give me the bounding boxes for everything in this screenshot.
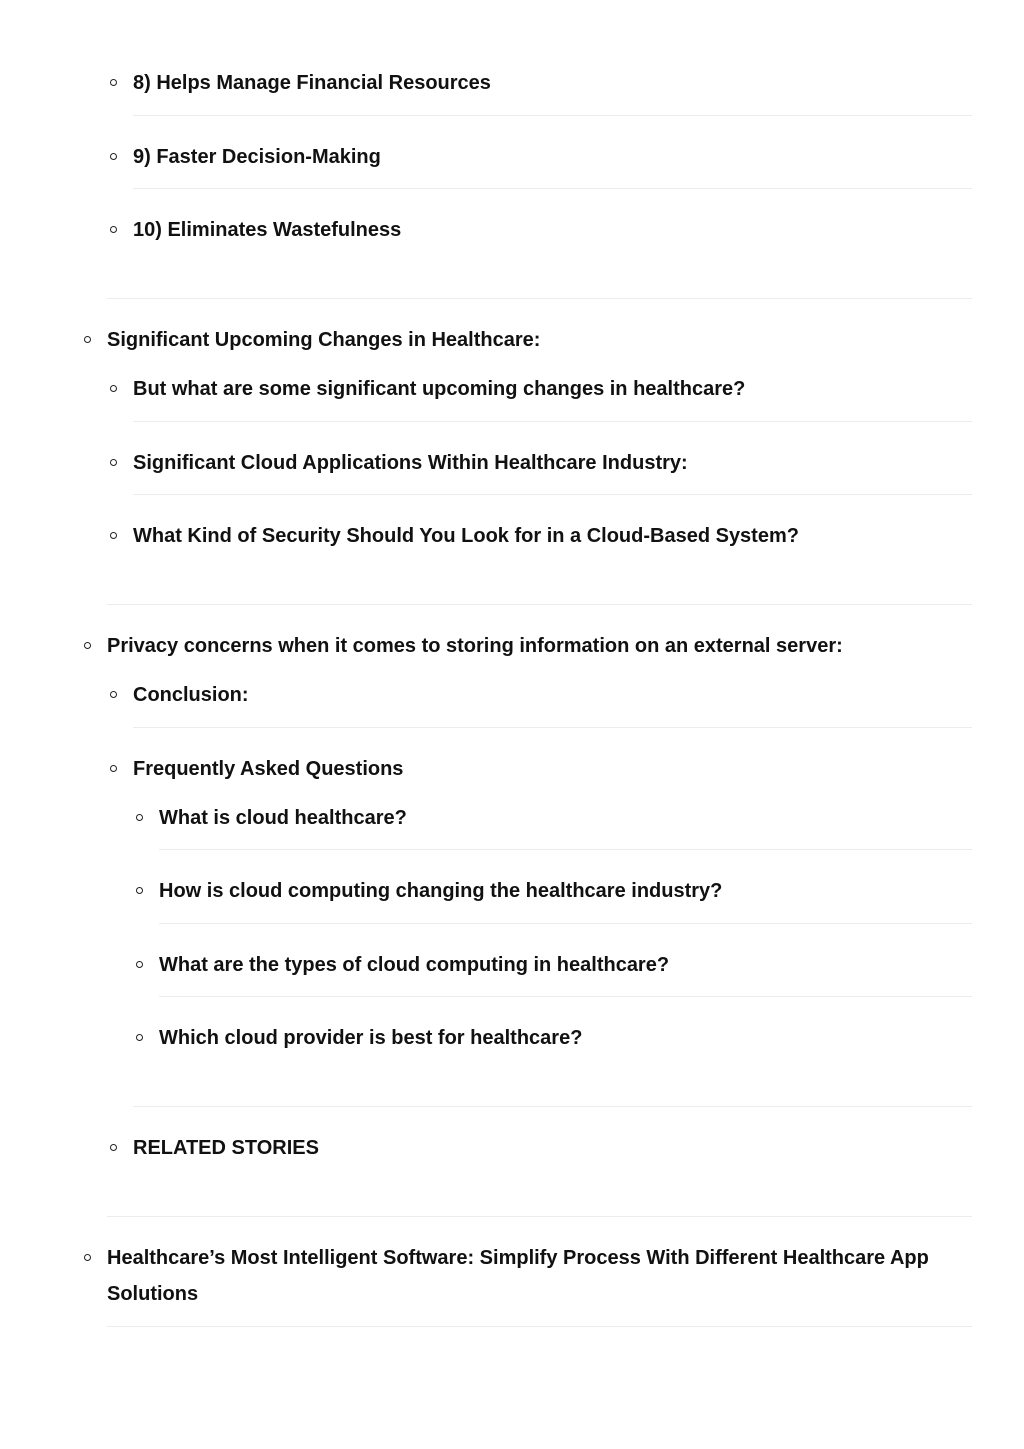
toc-link[interactable]: What is cloud healthcare?: [159, 807, 407, 829]
circle-bullet-icon: [110, 1144, 117, 1151]
toc-link[interactable]: Significant Upcoming Changes in Healthcare:: [107, 329, 541, 351]
circle-bullet-icon: [136, 1034, 143, 1041]
circle-bullet-icon: [110, 459, 117, 466]
toc-link[interactable]: What are the types of cloud computing in healthcare?: [159, 954, 670, 976]
toc-link[interactable]: Which cloud provider is best for healthcare?: [159, 1027, 583, 1049]
divider: [133, 421, 972, 422]
divider: [133, 1106, 972, 1107]
toc-link[interactable]: Frequently Asked Questions: [133, 758, 404, 780]
circle-bullet-icon: [84, 1254, 91, 1261]
circle-bullet-icon: [110, 691, 117, 698]
circle-bullet-icon: [110, 79, 117, 86]
divider: [107, 298, 972, 299]
divider: [159, 923, 972, 924]
divider: [107, 604, 972, 605]
toc-link[interactable]: Significant Cloud Applications Within Healthcare Industry:: [133, 452, 688, 474]
toc-link[interactable]: Healthcare’s Most Intelligent Software: Simplify Process With Different Healthcare App Solutions: [107, 1247, 929, 1305]
circle-bullet-icon: [136, 961, 143, 968]
divider: [133, 727, 972, 728]
divider: [133, 494, 972, 495]
circle-bullet-icon: [110, 226, 117, 233]
toc-link[interactable]: 8) Helps Manage Financial Resources: [133, 72, 491, 94]
toc-link[interactable]: How is cloud computing changing the healthcare industry?: [159, 880, 723, 902]
divider: [159, 849, 972, 850]
divider: [107, 1326, 972, 1327]
circle-bullet-icon: [110, 532, 117, 539]
circle-bullet-icon: [136, 814, 143, 821]
toc-link[interactable]: Privacy concerns when it comes to storing information on an external server:: [107, 635, 843, 657]
toc-link[interactable]: 9) Faster Decision-Making: [133, 146, 381, 168]
toc-link[interactable]: 10) Eliminates Wastefulness: [133, 219, 402, 241]
toc-link[interactable]: What Kind of Security Should You Look for in a Cloud-Based System?: [133, 525, 799, 547]
divider: [159, 996, 972, 997]
circle-bullet-icon: [136, 887, 143, 894]
circle-bullet-icon: [110, 385, 117, 392]
circle-bullet-icon: [84, 642, 91, 649]
toc-link[interactable]: RELATED STORIES: [133, 1137, 319, 1159]
divider: [133, 188, 972, 189]
circle-bullet-icon: [110, 153, 117, 160]
circle-bullet-icon: [110, 765, 117, 772]
toc-link[interactable]: Conclusion:: [133, 684, 249, 706]
circle-bullet-icon: [84, 336, 91, 343]
divider: [133, 115, 972, 116]
divider: [107, 1216, 972, 1217]
toc-link[interactable]: But what are some significant upcoming changes in healthcare?: [133, 378, 746, 400]
